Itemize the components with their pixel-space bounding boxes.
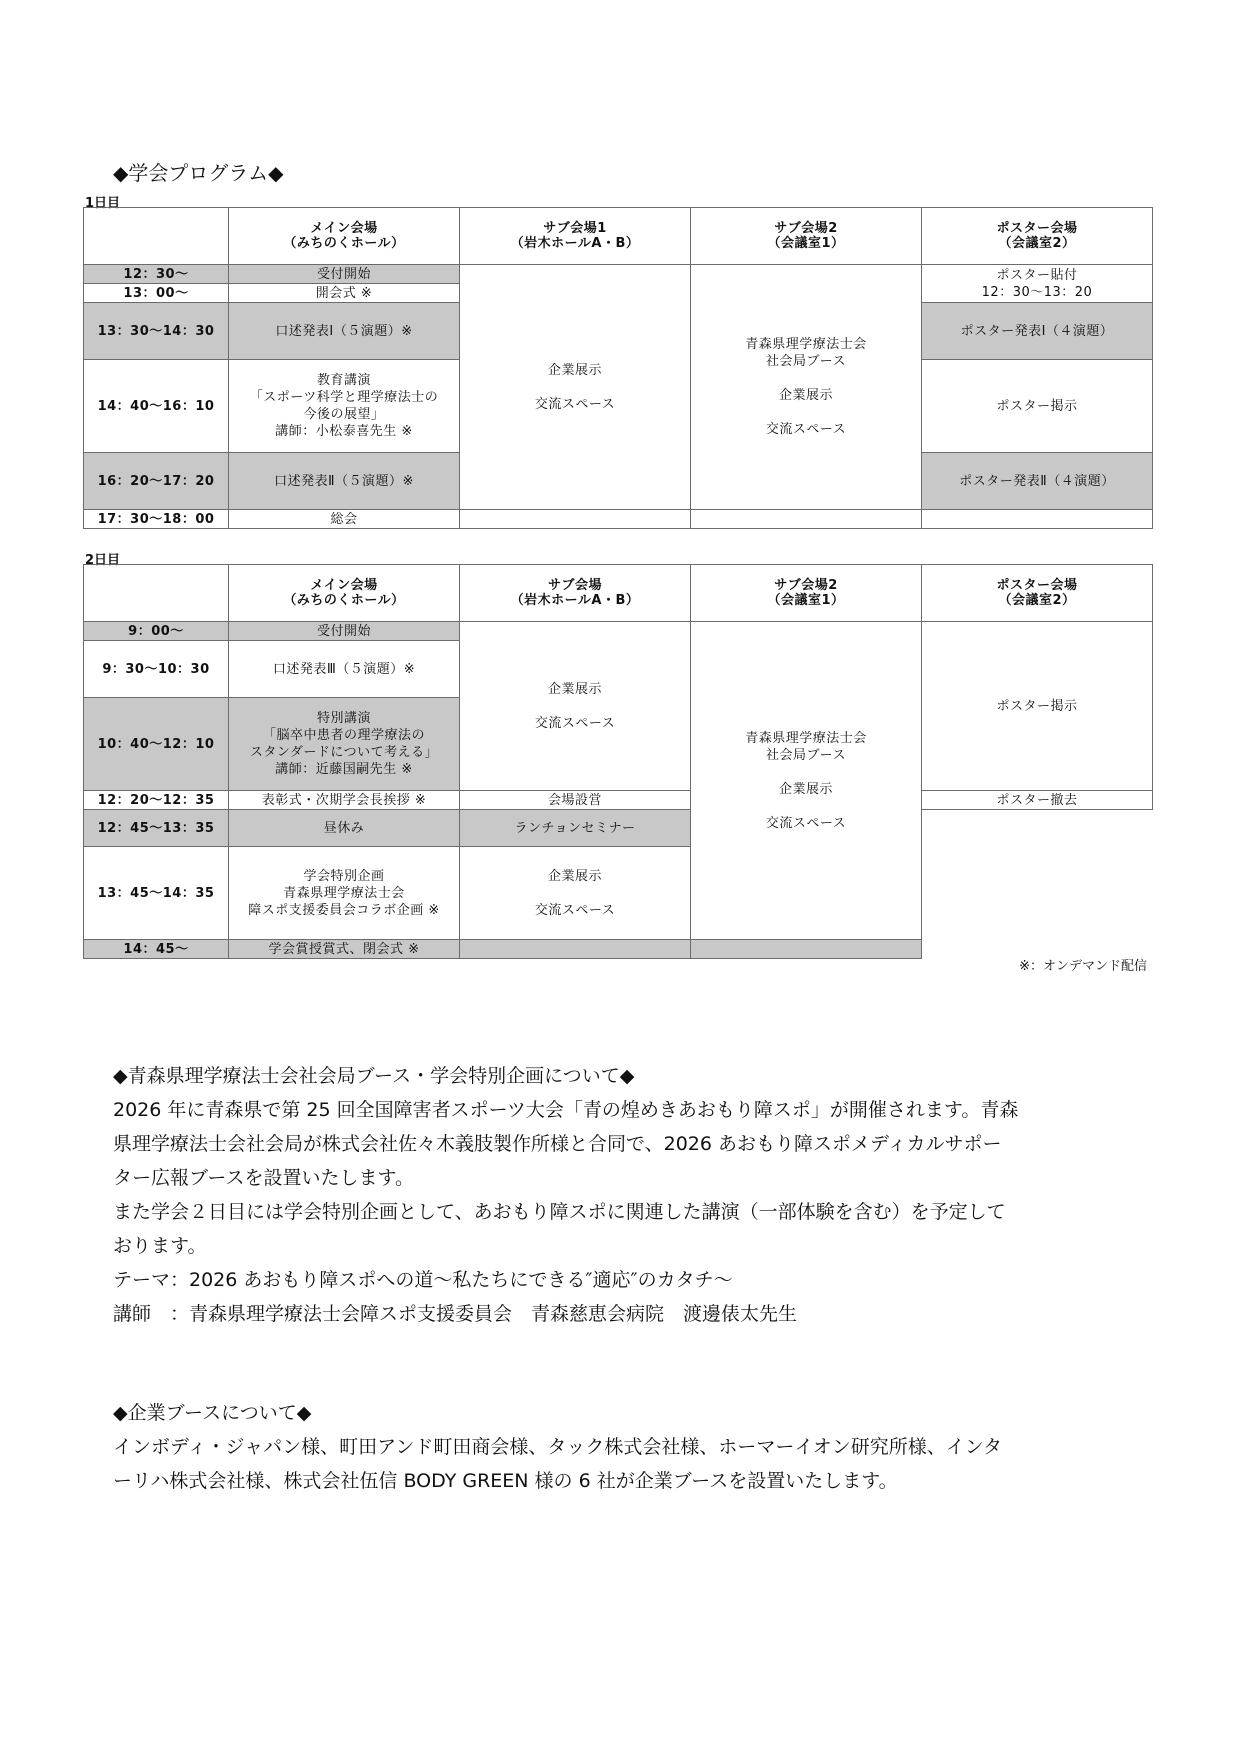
main-cell: 総会: [229, 510, 460, 529]
empty-cell: [691, 510, 922, 529]
program-title: ◆学会プログラム◆: [113, 161, 284, 185]
paragraph-line: ター広報ブースを設置いたします。: [113, 1167, 414, 1189]
day2-sub2-block: 青森県理学療法士会 社会局ブース 企業展示 交流スペース: [691, 622, 922, 940]
empty-cell: [691, 940, 922, 959]
theme-line: テーマ：2026 あおもり障スポへの道～私たちにできる″適応″のカタチ～: [113, 1269, 733, 1291]
paragraph-line: インボディ・ジャパン様、町田アンド町田商会様、タック株式会社様、ホーマーイオン研究所様、インタ: [113, 1436, 1003, 1458]
time-cell: 13：00～: [84, 284, 229, 303]
day2-schedule-table: [83, 564, 1153, 959]
sub1-cell: ランチョンセミナー: [460, 810, 691, 847]
time-cell: 14：40～16：10: [84, 360, 229, 453]
company-section: [113, 1396, 1133, 1498]
day1-sub1-block: 企業展示 交流スペース: [460, 265, 691, 510]
day2-header-poster: ポスター会場 （会議室2）: [922, 565, 1153, 622]
day2-poster-block: ポスター掲示: [922, 622, 1153, 791]
poster-cell: ポスター撤去: [922, 791, 1153, 810]
time-cell: 12：20～12：35: [84, 791, 229, 810]
poster-cell: ポスター発表Ⅱ（４演題）: [922, 453, 1153, 510]
main-cell: 受付開始: [229, 622, 460, 641]
main-cell: 開会式 ※: [229, 284, 460, 303]
day1-sub2-block: 青森県理学療法士会 社会局ブース 企業展示 交流スペース: [691, 265, 922, 510]
table-row: [84, 810, 1153, 847]
day2-header-empty: [84, 565, 229, 622]
empty-cell: [460, 940, 691, 959]
day1-header-poster: ポスター会場 （会議室2）: [922, 208, 1153, 265]
main-cell: 昼休み: [229, 810, 460, 847]
poster-setup-cell: ポスター貼付 12：30～13：20: [922, 265, 1153, 303]
on-demand-note: ※：オンデマンド配信: [1019, 959, 1147, 974]
main-cell: 特別講演 「脳卒中患者の理学療法の スタンダードについて考える」 講師：近藤国嗣先生 ※: [229, 698, 460, 791]
time-cell: 17：30～18：00: [84, 510, 229, 529]
main-cell: 表彰式・次期学会長挨拶 ※: [229, 791, 460, 810]
main-cell: 学会特別企画 青森県理学療法士会 障スポ支援委員会コラボ企画 ※: [229, 847, 460, 940]
day1-header-main: メイン会場 （みちのくホール）: [229, 208, 460, 265]
empty-cell: [460, 510, 691, 529]
main-cell: 口述発表Ⅲ（５演題）※: [229, 641, 460, 698]
day2-sub1-block-b: 企業展示 交流スペース: [460, 847, 691, 940]
table-row: [84, 622, 1153, 641]
time-cell: 10：40～12：10: [84, 698, 229, 791]
blank-area: [922, 810, 1153, 959]
day1-header-empty: [84, 208, 229, 265]
main-cell: 口述発表Ⅰ（５演題）※: [229, 303, 460, 360]
main-cell: 教育講演 「スポーツ科学と理学療法士の 今後の展望」 講師：小松泰喜先生 ※: [229, 360, 460, 453]
day2-sub1-block-a: 企業展示 交流スペース: [460, 622, 691, 791]
day2-header-row: [84, 565, 1153, 622]
lecturer-line: 講師 ：青森県理学療法士会障スポ支援委員会 青森慈恵会病院 渡邊俵太先生: [113, 1303, 798, 1325]
sub1-cell: 会場設営: [460, 791, 691, 810]
day2-header-sub1: サブ会場 （岩木ホールA・B）: [460, 565, 691, 622]
empty-cell: [922, 510, 1153, 529]
time-cell: 9：00～: [84, 622, 229, 641]
table-row: [84, 791, 1153, 810]
paragraph-line: また学会２日目には学会特別企画として、あおもり障スポに関連した講演（一部体験を含む）を予定して: [113, 1201, 1006, 1223]
time-cell: 12：45～13：35: [84, 810, 229, 847]
time-cell: 13：30～14：30: [84, 303, 229, 360]
day1-label: 1日目: [85, 196, 121, 211]
table-row: [84, 510, 1153, 529]
day2-label: 2日目: [85, 553, 121, 568]
poster-cell: ポスター発表Ⅰ（４演題）: [922, 303, 1153, 360]
booth-section-title: ◆青森県理学療法士会社会局ブース・学会特別企画について◆: [113, 1065, 635, 1087]
main-cell: 学会賞授賞式、閉会式 ※: [229, 940, 460, 959]
main-cell: 口述発表Ⅱ（５演題）※: [229, 453, 460, 510]
time-cell: 14：45～: [84, 940, 229, 959]
table-row: [84, 265, 1153, 284]
time-cell: 12：30～: [84, 265, 229, 284]
main-cell: 受付開始: [229, 265, 460, 284]
day1-header-sub2: サブ会場2 （会議室1）: [691, 208, 922, 265]
paragraph-line: 県理学療法士会社会局が株式会社佐々木義肢製作所様と合同で、2026 あおもり障スポメディカルサポー: [113, 1133, 1002, 1155]
poster-cell: ポスター掲示: [922, 360, 1153, 453]
day1-schedule-table: [83, 207, 1153, 529]
time-cell: 9：30～10：30: [84, 641, 229, 698]
day2-header-sub2: サブ会場2 （会議室1）: [691, 565, 922, 622]
time-cell: 13：45～14：35: [84, 847, 229, 940]
day1-header-sub1: サブ会場1 （岩木ホールA・B）: [460, 208, 691, 265]
day2-header-main: メイン会場 （みちのくホール）: [229, 565, 460, 622]
company-section-title: ◆企業ブースについて◆: [113, 1402, 312, 1424]
paragraph-line: 2026 年に青森県で第 25 回全国障害者スポーツ大会「青の煌めきあおもり障スポ」が開催されます。青森: [113, 1099, 1019, 1121]
booth-section: [113, 1059, 1133, 1331]
time-cell: 16：20～17：20: [84, 453, 229, 510]
day1-header-row: [84, 208, 1153, 265]
paragraph-line: おります。: [113, 1235, 207, 1257]
paragraph-line: ーリハ株式会社様、株式会社伍信 BODY GREEN 様の 6 社が企業ブースを設置いたします。: [113, 1470, 898, 1492]
